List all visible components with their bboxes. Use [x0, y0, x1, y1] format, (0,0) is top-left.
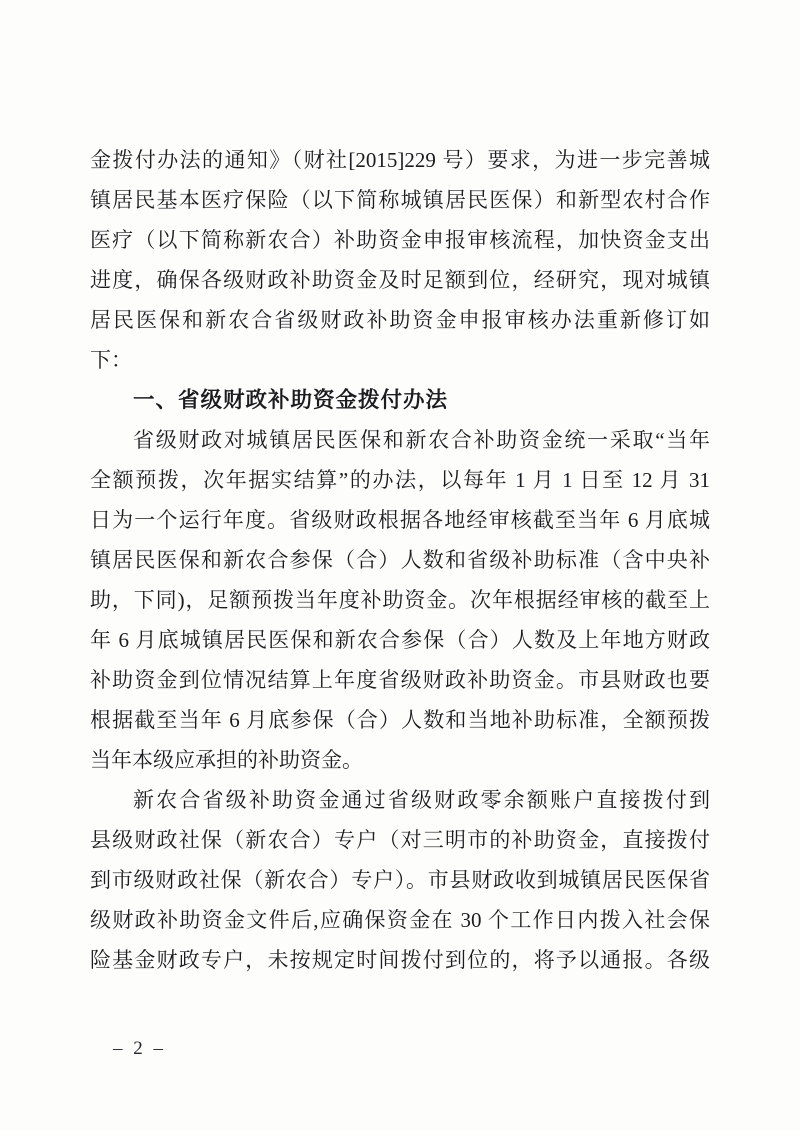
text-line: 到市级财政社保（新农合）专户）。市县财政收到城镇居民医保省 [90, 868, 710, 892]
text-line: 当年本级应承担的补助资金。 [90, 748, 363, 772]
text-line: 险基金财政专户，未按规定时间拨付到位的，将予以通报。各级 [90, 948, 710, 972]
text-line: 助，下同)，足额预拨当年度补助资金。次年根据经审核的截至上 [90, 588, 710, 612]
text-line: 全额预拨，次年据实结算”的办法，以每年 1 月 1 日至 12 月 31 [90, 468, 710, 492]
text-line: 进度，确保各级财政补助资金及时足额到位，经研究，现对城镇 [90, 268, 710, 292]
text-line: 年 6 月底城镇居民医保和新农合参保（合）人数及上年地方财政 [90, 628, 710, 652]
text-line: 级财政补助资金文件后,应确保资金在 30 个工作日内拨入社会保 [90, 908, 710, 932]
text-line: 下： [90, 348, 132, 372]
text-line: 医疗（以下简称新农合）补助资金申报审核流程，加快资金支出 [90, 228, 710, 252]
text-line: 镇居民基本医疗保险（以下简称城镇居民医保）和新型农村合作 [90, 188, 710, 212]
text-line: 居民医保和新农合省级财政补助资金申报审核办法重新修订如 [90, 308, 710, 332]
text-line: 日为一个运行年度。省级财政根据各地经审核截至当年 6 月底城 [90, 508, 710, 532]
text-line: 镇居民医保和新农合参保（合）人数和省级补助标准（含中央补 [90, 548, 710, 572]
document-body [90, 140, 710, 980]
text-line: 省级财政对城镇居民医保和新农合补助资金统一采取“当年 [133, 428, 710, 452]
text-line: 根据截至当年 6 月底参保（合）人数和当地补助标准，全额预拨 [90, 708, 710, 732]
section-heading: 一、省级财政补助资金拨付办法 [133, 388, 449, 412]
text-line: 县级财政社保（新农合）专户（对三明市的补助资金，直接拨付 [90, 828, 710, 852]
page-number: – 2 – [113, 1038, 166, 1059]
text-line: 金拨付办法的通知》（财社[2015]229 号）要求，为进一步完善城 [90, 148, 710, 172]
text-line: 新农合省级补助资金通过省级财政零余额账户直接拨付到 [133, 788, 710, 812]
text-line: 补助资金到位情况结算上年度省级财政补助资金。市县财政也要 [90, 668, 710, 692]
